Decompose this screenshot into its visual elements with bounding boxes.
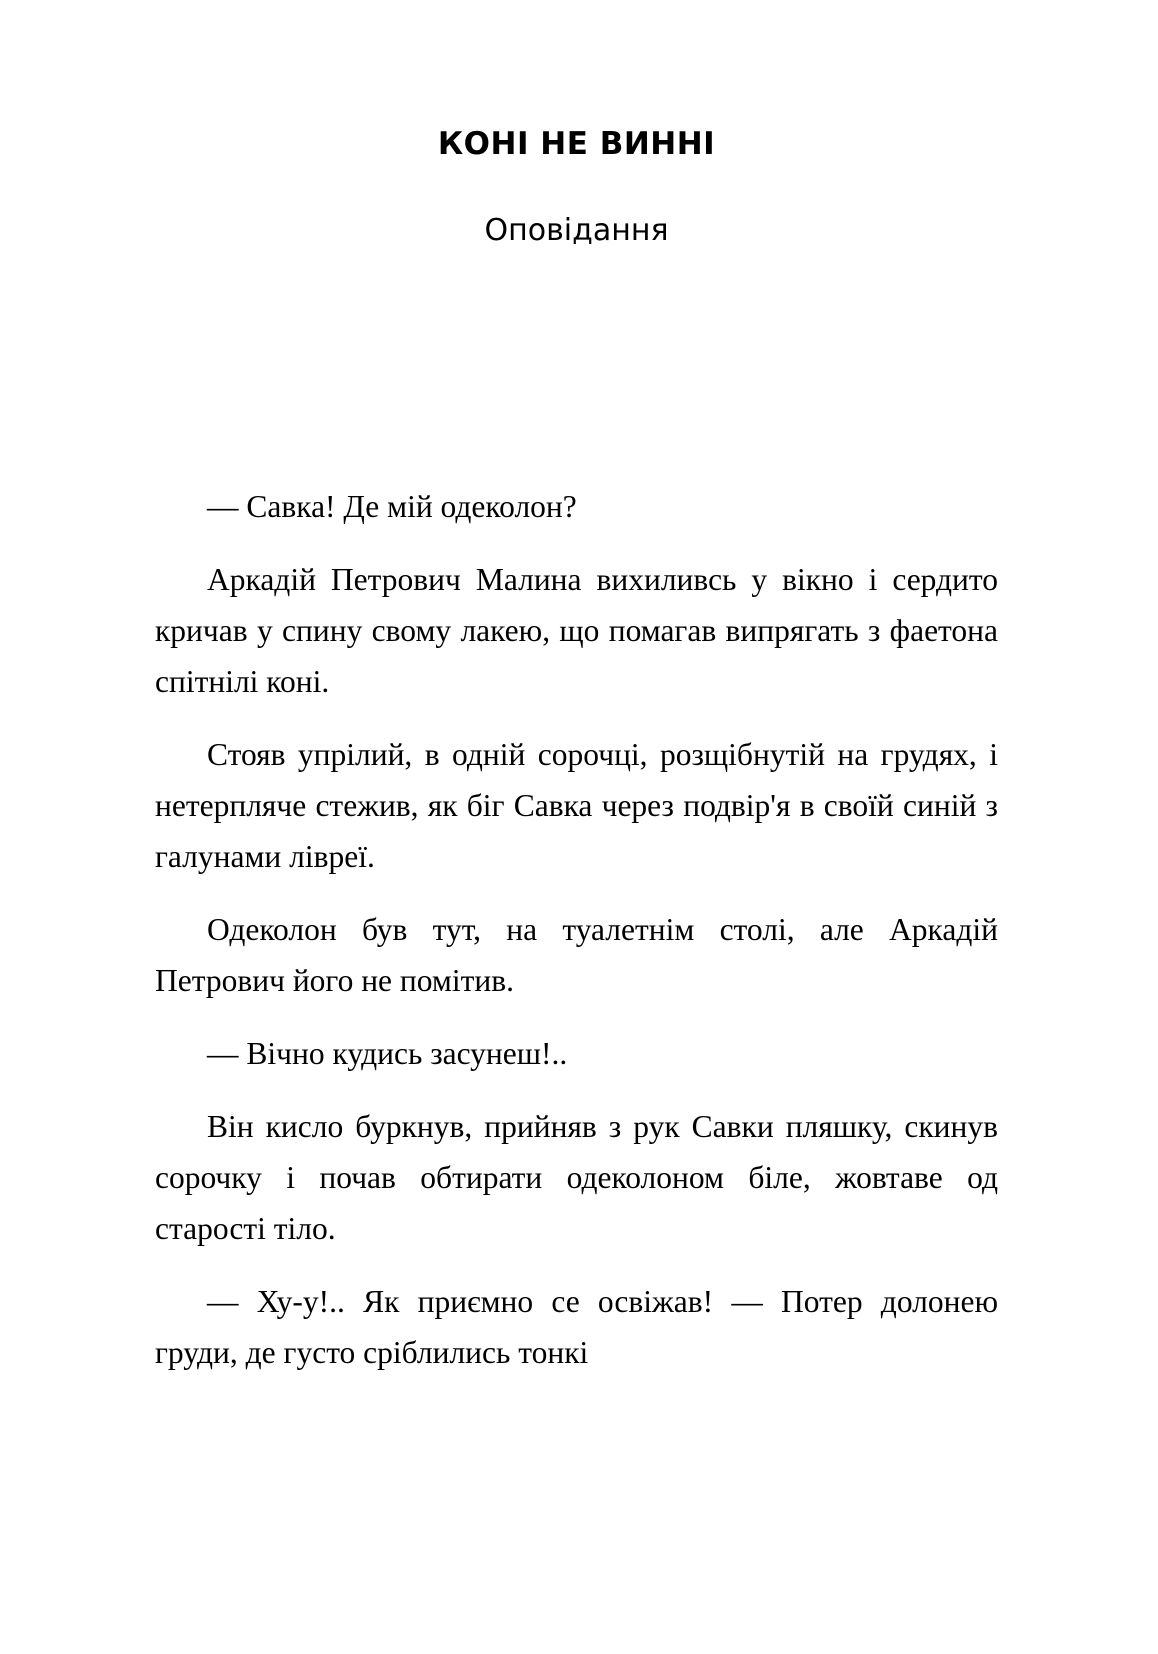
body-text: [155, 481, 998, 1378]
paragraph: — Ху-у!.. Як приємно се освіжав! — Потер долонею груди, де густо сріблились тонкі: [155, 1284, 998, 1371]
paragraph: Аркадій Петрович Малина вихиливсь у вікно і сердито кричав у спину свому лакею, що помагав випрягать з фаетона спітнілі коні.: [155, 562, 998, 700]
page-subtitle: Оповідання: [484, 213, 669, 249]
paragraph: — Савка! Де мій одеколон?: [207, 489, 577, 525]
paragraph: — Вічно кудись засунеш!..: [207, 1036, 568, 1072]
paragraph: Він кисло буркнув, прийняв з рук Савки пляшку, скинув сорочку і почав обтирати одеколоном біле, жовтаве од старості тіло.: [155, 1109, 998, 1247]
paragraph: Стояв упрілий, в одній сорочці, розщібнутій на грудях, і нетерпляче стежив, як біг Савка через подвір'я в своїй синій з галунами лівреї.: [155, 737, 998, 875]
paragraph: Одеколон був тут, на туалетнім столі, але Аркадій Петрович його не помітив.: [155, 912, 998, 999]
page-title: КОНІ НЕ ВИННІ: [437, 126, 716, 162]
